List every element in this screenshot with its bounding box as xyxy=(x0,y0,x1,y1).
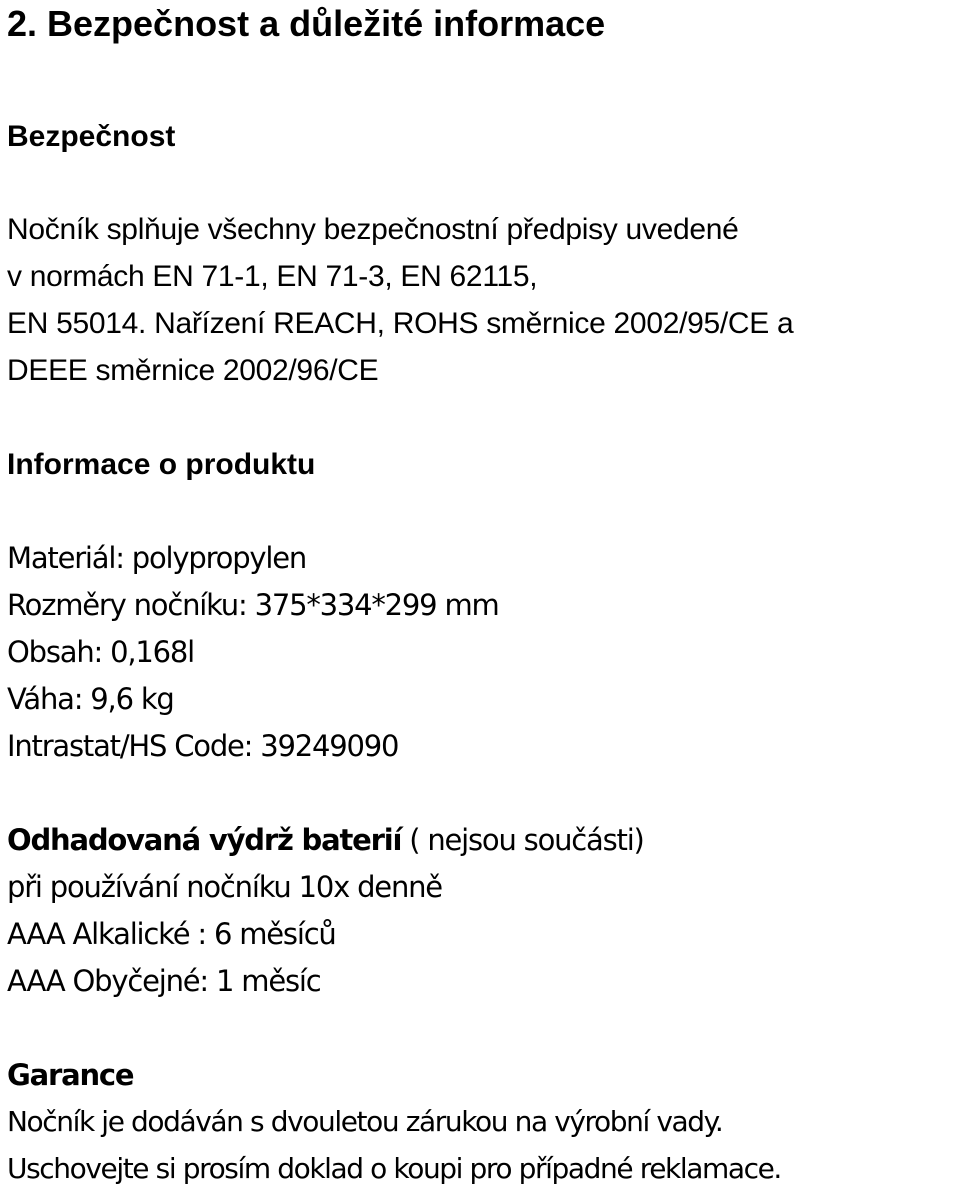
battery-usage-line: při používání nočníku 10x denně xyxy=(7,870,442,904)
safety-heading: Bezpečnost xyxy=(7,120,176,153)
safety-line-3: EN 55014. Nařízení REACH, ROHS směrnice 2002/95/CE a xyxy=(7,307,794,340)
safety-line-4: DEEE směrnice 2002/96/CE xyxy=(7,354,379,387)
product-info-heading: Informace o produktu xyxy=(7,448,316,481)
battery-alkaline-line: AAA Alkalické : 6 měsíců xyxy=(7,917,336,951)
safety-line-2: v normách EN 71-1, EN 71-3, EN 62115, xyxy=(7,260,538,293)
product-info-volume: Obsah: 0,168l xyxy=(7,635,194,669)
product-info-weight: Váha: 9,6 kg xyxy=(7,682,174,716)
warranty-line-1: Nočník je dodáván s dvouletou zárukou na výrobní vady. xyxy=(7,1105,723,1138)
product-info-material: Materiál: polypropylen xyxy=(7,541,307,575)
section-title: 2. Bezpečnost a důležité informace xyxy=(7,3,606,44)
battery-heading-bold: Odhadovaná výdrž baterií xyxy=(7,823,402,857)
product-info-hs-code: Intrastat/HS Code: 39249090 xyxy=(7,729,399,763)
battery-heading xyxy=(7,820,644,860)
battery-heading-note: ( nejsou součásti) xyxy=(401,823,644,857)
battery-regular-line: AAA Obyčejné: 1 měsíc xyxy=(7,964,321,998)
warranty-heading: Garance xyxy=(7,1058,134,1092)
warranty-line-2: Uschovejte si prosím doklad o koupi pro případné reklamace. xyxy=(7,1152,781,1185)
safety-line-1: Nočník splňuje všechny bezpečnostní předpisy uvedené xyxy=(7,213,739,246)
product-info-dimensions: Rozměry nočníku: 375*334*299 mm xyxy=(7,588,499,622)
